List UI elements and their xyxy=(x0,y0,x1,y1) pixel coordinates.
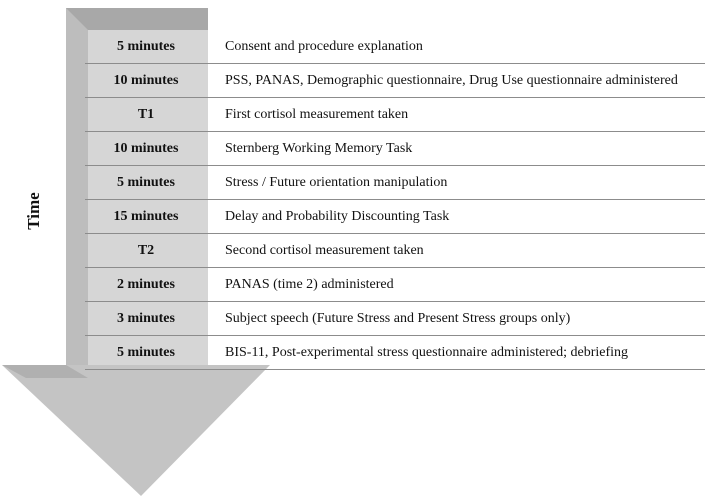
timeline-step-row xyxy=(85,132,705,166)
step-description: First cortisol measurement taken xyxy=(225,107,409,122)
timeline-step-row xyxy=(85,64,705,98)
timeline-step-row xyxy=(85,166,705,200)
step-description: Consent and procedure explanation xyxy=(225,39,423,54)
timeline-step-row xyxy=(85,268,705,302)
step-description: BIS-11, Post-experimental stress questionnaire administered; debriefing xyxy=(225,345,629,360)
step-description: Subject speech (Future Stress and Present Stress groups only) xyxy=(225,311,571,326)
timeline-step-row xyxy=(85,336,705,370)
step-description: Stress / Future orientation manipulation xyxy=(225,175,448,190)
step-duration: 5 minutes xyxy=(117,39,175,54)
timeline-step-row xyxy=(85,98,705,132)
step-description: PSS, PANAS, Demographic questionnaire, Drug Use questionnaire administered xyxy=(225,73,678,88)
step-duration: 2 minutes xyxy=(117,277,175,292)
time-axis-label: Time xyxy=(24,192,43,230)
arrow-head xyxy=(2,365,270,496)
timeline-step-row xyxy=(85,234,705,268)
step-duration: 15 minutes xyxy=(113,209,179,224)
step-duration: 10 minutes xyxy=(113,141,179,156)
step-description: Delay and Probability Discounting Task xyxy=(225,209,450,224)
timeline-step-row xyxy=(85,30,705,64)
step-duration: 3 minutes xyxy=(117,311,175,326)
step-duration: 5 minutes xyxy=(117,175,175,190)
arrow-top-cap xyxy=(66,8,208,30)
step-description: PANAS (time 2) administered xyxy=(225,277,394,292)
timeline-step-row xyxy=(85,200,705,234)
step-duration: 10 minutes xyxy=(113,73,179,88)
step-duration: T2 xyxy=(137,243,155,258)
step-duration: 5 minutes xyxy=(117,345,175,360)
step-duration: T1 xyxy=(137,107,155,122)
step-description: Second cortisol measurement taken xyxy=(225,243,424,258)
timeline-step-row xyxy=(85,302,705,336)
step-description: Sternberg Working Memory Task xyxy=(225,141,413,156)
